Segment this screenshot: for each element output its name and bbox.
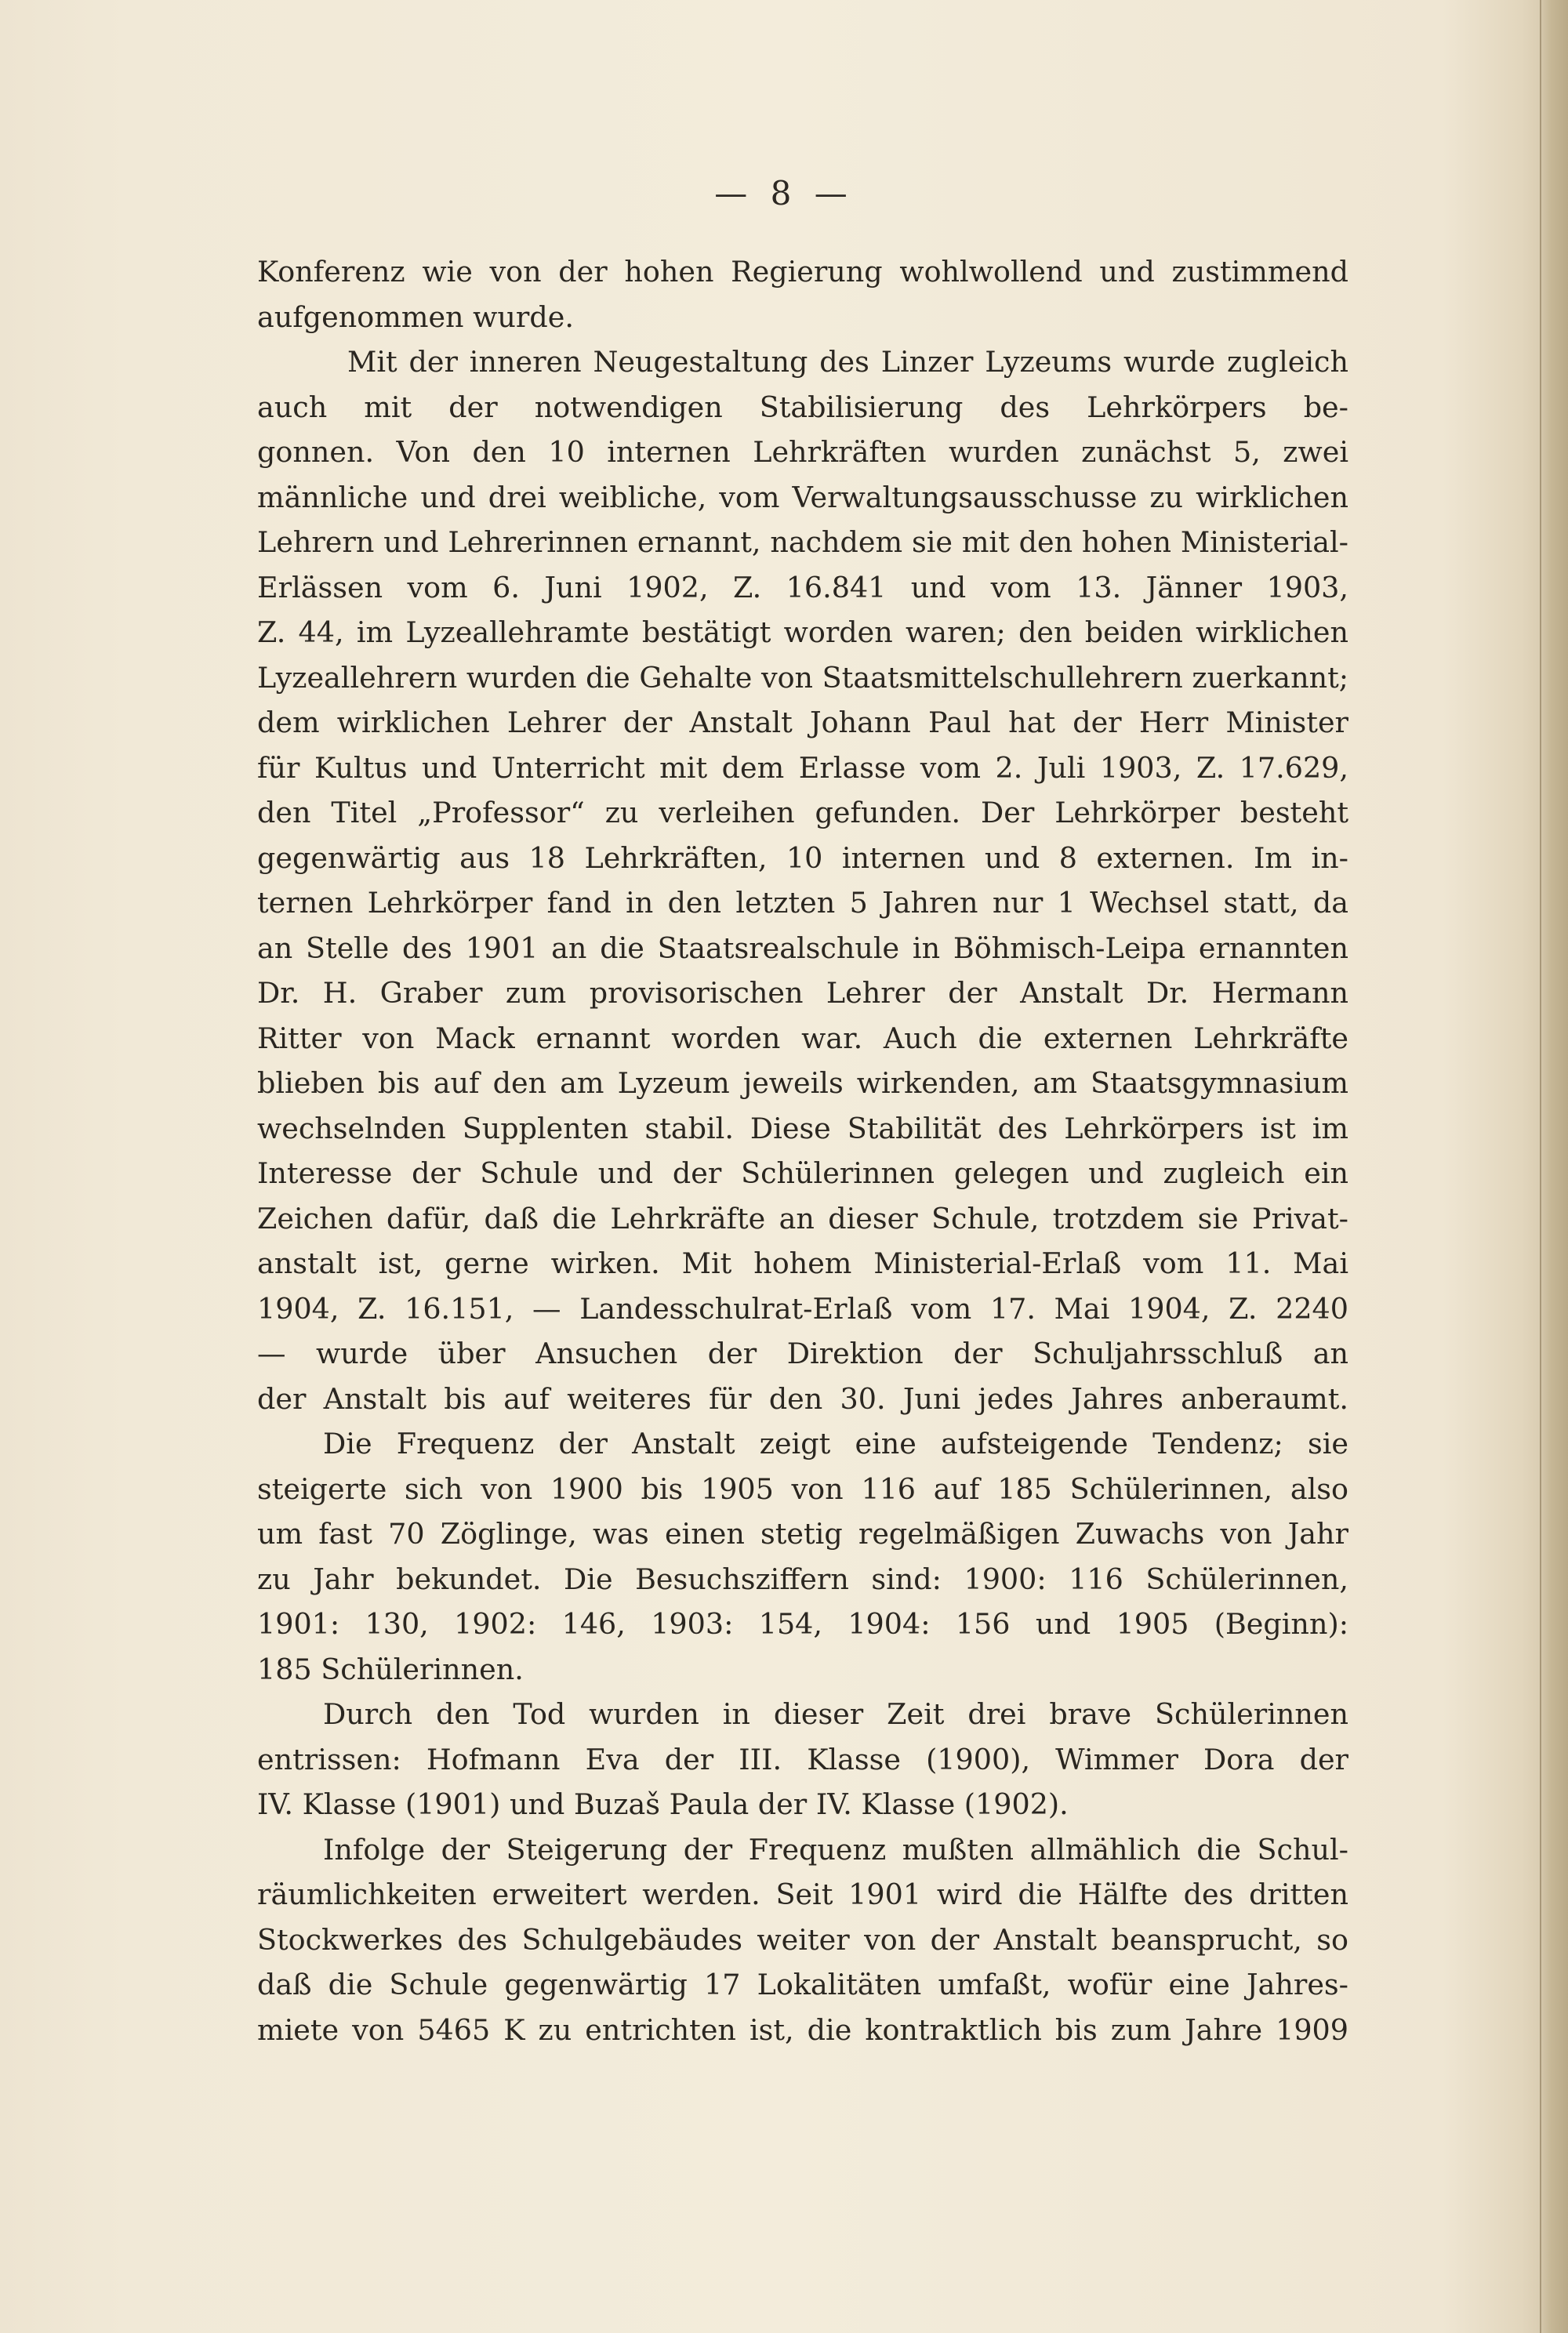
text-line: Infolge der Steigerung der Frequenz mußten allmählich die Schul- [323, 1832, 1348, 1867]
text-line: Z. 44, im Lyzeallehramte bestätigt worden waren; den beiden wirklichen [257, 615, 1348, 649]
text-line: der Anstalt bis auf weiteres für den 30. Juni jedes Jahres anberaumt. [257, 1381, 1348, 1416]
text-line: Konferenz wie von der hohen Regierung wohlwollend und zustimmend [257, 255, 1348, 288]
text-line: — wurde über Ansuchen der Direktion der Schuljahrsschluß an [257, 1337, 1348, 1370]
text-line: an Stelle des 1901 an die Staatsrealschule in Böhmisch-Leipa ernannten [257, 931, 1348, 965]
text-line: gegenwärtig aus 18 Lehrkräften, 10 internen und 8 externen. Im in- [257, 840, 1348, 875]
text-line: Dr. H. Graber zum provisorischen Lehrer der Anstalt Dr. Hermann [257, 976, 1348, 1010]
text-line: Durch den Tod wurden in dieser Zeit drei brave Schülerinnen [323, 1697, 1348, 1731]
body-text [257, 249, 1348, 2052]
text-line: aufgenommen wurde. [257, 299, 574, 334]
text-line: wechselnden Supplenten stabil. Diese Stabilität des Lehrkörpers ist im [257, 1111, 1348, 1145]
text-line: steigerte sich von 1900 bis 1905 von 116 auf 185 Schülerinnen, also [257, 1471, 1348, 1506]
text-line: auch mit der notwendigen Stabilisierung des Lehrkörpers be- [257, 390, 1348, 424]
text-line: IV. Klasse (1901) und Buzaš Paula der IV. Klasse (1902). [257, 1787, 1069, 1821]
text-line: ternen Lehrkörper fand in den letzten 5 Jahren nur 1 Wechsel statt, da [257, 886, 1348, 920]
text-line: männliche und drei weibliche, vom Verwaltungsausschusse zu wirklichen [257, 480, 1348, 514]
text-line: den Titel „Professor“ zu verleihen gefunden. Der Lehrkörper besteht [257, 796, 1348, 829]
text-line: um fast 70 Zöglinge, was einen stetig regelmäßigen Zuwachs von Jahr [257, 1517, 1348, 1551]
page-edge-line [1540, 0, 1541, 2333]
text-line: Stockwerkes des Schulgebäudes weiter von der Anstalt beansprucht, so [257, 1922, 1348, 1957]
text-line: miete von 5465 K zu entrichten ist, die kontraktlich bis zum Jahre 1909 [257, 2012, 1348, 2047]
page-edge [1540, 0, 1568, 2333]
text-line: zu Jahr bekundet. Die Besuchsziffern sind: 1900: 116 Schülerinnen, [257, 1562, 1348, 1596]
text-line: dem wirklichen Lehrer der Anstalt Johann Paul hat der Herr Minister [257, 706, 1348, 739]
text-line: entrissen: Hofmann Eva der III. Klasse (1900), Wimmer Dora der [257, 1742, 1348, 1776]
text-line: Ritter von Mack ernannt worden war. Auch die externen Lehrkräfte [257, 1021, 1348, 1055]
text-line: für Kultus und Unterricht mit dem Erlasse vom 2. Juli 1903, Z. 17.629, [257, 750, 1348, 785]
text-line: Lyzeallehrern wurden die Gehalte von Staatsmittelschullehrern zuerkannt; [257, 660, 1349, 695]
text-line: Lehrern und Lehrerinnen ernannt, nachdem sie mit den hohen Ministerial- [257, 525, 1348, 559]
text-line: gonnen. Von den 10 internen Lehrkräften wurden zunächst 5, zwei [257, 435, 1348, 469]
text-line: blieben bis auf den am Lyzeum jeweils wirkenden, am Staatsgymnasium [257, 1066, 1348, 1100]
text-line: Interesse der Schule und der Schülerinnen gelegen und zugleich ein [257, 1156, 1348, 1190]
text-line: 1901: 130, 1902: 146, 1903: 154, 1904: 156 und 1905 (Beginn): [257, 1607, 1348, 1641]
text-line: Mit der inneren Neugestaltung des Linzer Lyzeums wurde zugleich [347, 345, 1348, 379]
text-line: Zeichen dafür, daß die Lehrkräfte an dieser Schule, trotzdem sie Privat- [257, 1201, 1348, 1235]
text-line: Die Frequenz der Anstalt zeigt eine aufsteigende Tendenz; sie [323, 1427, 1348, 1460]
text-line: daß die Schule gegenwärtig 17 Lokalitäten umfaßt, wofür eine Jahres- [257, 1968, 1348, 2001]
text-line: räumlichkeiten erweitert werden. Seit 1901 wird die Hälfte des dritten [257, 1878, 1348, 1911]
text-line: anstalt ist, gerne wirken. Mit hohem Ministerial-Erlaß vom 11. Mai [257, 1246, 1348, 1280]
text-line: Erlässen vom 6. Juni 1902, Z. 16.841 und vom 13. Jänner 1903, [257, 570, 1348, 604]
text-line: 1904, Z. 16.151, — Landesschulrat-Erlaß vom 17. Mai 1904, Z. 2240 [257, 1291, 1348, 1326]
page-number: — 8 — [714, 174, 854, 212]
text-line: 185 Schülerinnen. [257, 1652, 524, 1686]
